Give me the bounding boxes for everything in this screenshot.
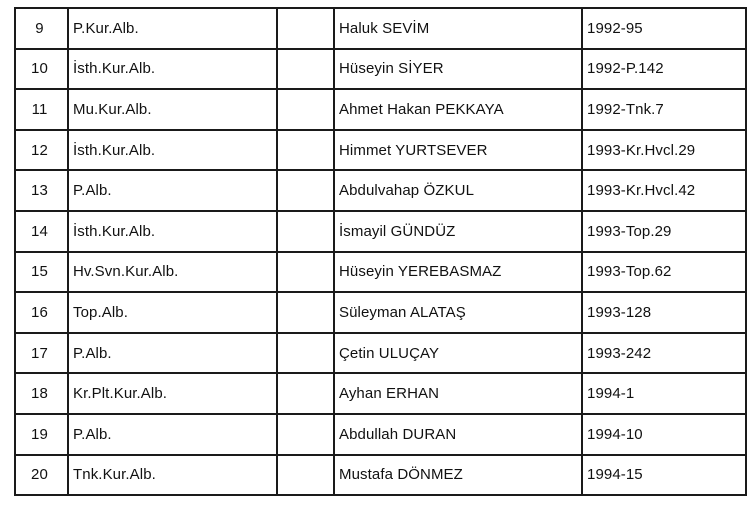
blank-cell — [277, 211, 334, 252]
row-number-cell: 19 — [15, 414, 68, 455]
table-row — [15, 170, 746, 211]
rank-cell: P.Alb. — [68, 414, 277, 455]
name-cell: Çetin ULUÇAY — [334, 333, 582, 374]
rank-cell: İsth.Kur.Alb. — [68, 211, 277, 252]
blank-cell — [277, 130, 334, 171]
term-cell: 1993-242 — [582, 333, 746, 374]
table-row — [15, 130, 746, 171]
name-cell: Hüseyin SİYER — [334, 49, 582, 90]
rank-cell: İsth.Kur.Alb. — [68, 130, 277, 171]
row-number-cell: 20 — [15, 455, 68, 496]
officer-table — [14, 7, 747, 496]
name-cell: Hüseyin YEREBASMAZ — [334, 252, 582, 293]
row-number-cell: 15 — [15, 252, 68, 293]
term-cell: 1993-Top.29 — [582, 211, 746, 252]
row-number-cell: 9 — [15, 8, 68, 49]
blank-cell — [277, 455, 334, 496]
row-number-cell: 18 — [15, 373, 68, 414]
blank-cell — [277, 292, 334, 333]
blank-cell — [277, 89, 334, 130]
name-cell: Ahmet Hakan PEKKAYA — [334, 89, 582, 130]
rank-cell: Mu.Kur.Alb. — [68, 89, 277, 130]
name-cell: Abdullah DURAN — [334, 414, 582, 455]
term-cell: 1992-95 — [582, 8, 746, 49]
row-number-cell: 17 — [15, 333, 68, 374]
row-number-cell: 11 — [15, 89, 68, 130]
row-number-cell: 13 — [15, 170, 68, 211]
table-row — [15, 292, 746, 333]
term-cell: 1992-P.142 — [582, 49, 746, 90]
term-cell: 1992-Tnk.7 — [582, 89, 746, 130]
table-row — [15, 414, 746, 455]
blank-cell — [277, 8, 334, 49]
name-cell: Ayhan ERHAN — [334, 373, 582, 414]
term-cell: 1993-Kr.Hvcl.42 — [582, 170, 746, 211]
table-row — [15, 89, 746, 130]
term-cell: 1993-Top.62 — [582, 252, 746, 293]
table-row — [15, 455, 746, 496]
blank-cell — [277, 170, 334, 211]
name-cell: Süleyman ALATAŞ — [334, 292, 582, 333]
table-row — [15, 333, 746, 374]
officer-table-body — [15, 8, 746, 495]
name-cell: Himmet YURTSEVER — [334, 130, 582, 171]
row-number-cell: 14 — [15, 211, 68, 252]
rank-cell: Hv.Svn.Kur.Alb. — [68, 252, 277, 293]
table-row — [15, 373, 746, 414]
blank-cell — [277, 252, 334, 293]
term-cell: 1994-1 — [582, 373, 746, 414]
term-cell: 1993-Kr.Hvcl.29 — [582, 130, 746, 171]
row-number-cell: 12 — [15, 130, 68, 171]
term-cell: 1994-15 — [582, 455, 746, 496]
table-row — [15, 252, 746, 293]
name-cell: Abdulvahap ÖZKUL — [334, 170, 582, 211]
term-cell: 1994-10 — [582, 414, 746, 455]
rank-cell: P.Alb. — [68, 170, 277, 211]
rank-cell: İsth.Kur.Alb. — [68, 49, 277, 90]
name-cell: İsmayil GÜNDÜZ — [334, 211, 582, 252]
blank-cell — [277, 373, 334, 414]
blank-cell — [277, 333, 334, 374]
name-cell: Mustafa DÖNMEZ — [334, 455, 582, 496]
rank-cell: Tnk.Kur.Alb. — [68, 455, 277, 496]
rank-cell: P.Kur.Alb. — [68, 8, 277, 49]
table-row — [15, 211, 746, 252]
table-row — [15, 8, 746, 49]
row-number-cell: 16 — [15, 292, 68, 333]
name-cell: Haluk SEVİM — [334, 8, 582, 49]
rank-cell: Kr.Plt.Kur.Alb. — [68, 373, 277, 414]
row-number-cell: 10 — [15, 49, 68, 90]
rank-cell: Top.Alb. — [68, 292, 277, 333]
table-row — [15, 49, 746, 90]
rank-cell: P.Alb. — [68, 333, 277, 374]
blank-cell — [277, 49, 334, 90]
term-cell: 1993-128 — [582, 292, 746, 333]
blank-cell — [277, 414, 334, 455]
